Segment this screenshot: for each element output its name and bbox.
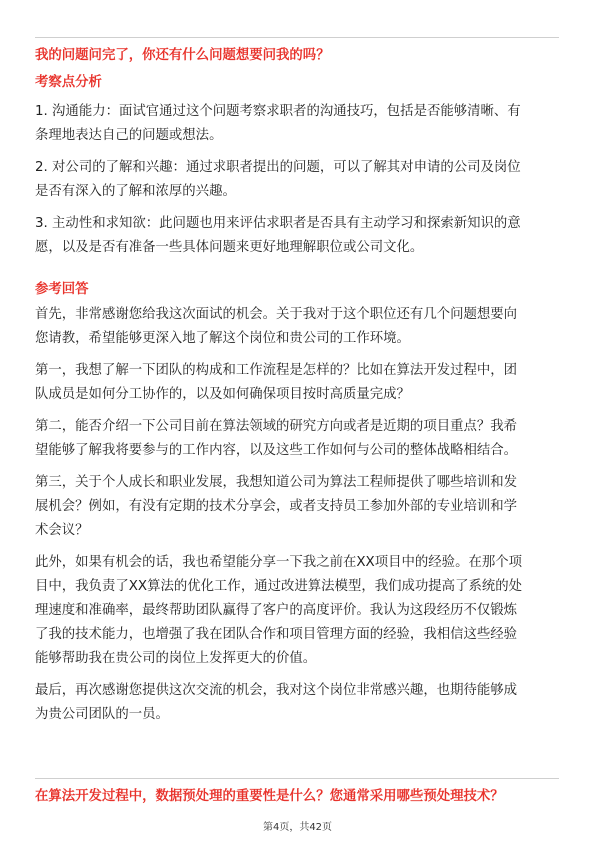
- question-heading: 我的问题问完了，你还有什么问题想要问我的吗？: [35, 48, 330, 63]
- answer-line: 望能够了解我将要参与的工作内容，以及这些工作如何与公司的整体战略相结合。: [35, 443, 518, 458]
- answer-line: 理速度和准确率，最终帮助团队赢得了客户的高度评价。我认为这段经历不仅锻炼: [35, 603, 518, 618]
- answer-heading: 参考回答: [35, 282, 89, 297]
- answer-line: 能够帮助我在贵公司的岗位上发挥更大的价值。: [35, 651, 317, 666]
- analysis-line: 愿，以及是否有准备一些具体问题来更好地理解职位或公司文化。: [35, 240, 424, 255]
- answer-line: 了我的技术能力，也增强了我在团队合作和项目管理方面的经验，我相信这些经验: [35, 627, 518, 642]
- answer-line: 第二，能否介绍一下公司目前在算法领域的研究方向或者是近期的项目重点？我希: [35, 419, 518, 434]
- answer-line: 最后，再次感谢您提供这次交流的机会，我对这个岗位非常感兴趣，也期待能够成: [35, 683, 518, 698]
- page-number: 第4页，共42页: [262, 822, 333, 833]
- analysis-line: 3. 主动性和求知欲：此问题也用来评估求职者是否具有主动学习和探索新知识的意: [35, 216, 521, 231]
- answer-line: 术会议？: [35, 523, 89, 538]
- answer-line: 队成员是如何分工协作的，以及如何确保项目按时高质量完成？: [35, 387, 410, 402]
- answer-line: 第三，关于个人成长和职业发展，我想知道公司为算法工程师提供了哪些培训和发: [35, 475, 518, 490]
- bottom-divider: [35, 778, 559, 779]
- answer-line: 目中，我负责了XX算法的优化工作，通过改进算法模型，我们成功提高了系统的处: [35, 579, 523, 594]
- next-question-heading: 在算法开发过程中，数据预处理的重要性是什么？您通常采用哪些预处理技术？: [35, 789, 504, 804]
- analysis-line: 2. 对公司的了解和兴趣：通过求职者提出的问题，可以了解其对申请的公司及岗位: [35, 160, 521, 175]
- answer-line: 展机会？例如，有没有定期的技术分享会，或者支持员工参加外部的专业培训和学: [35, 499, 518, 514]
- answer-line: 此外，如果有机会的话，我也希望能分享一下我之前在XX项目中的经验。在那个项: [35, 555, 523, 570]
- analysis-line: 条理地表达自己的问题或想法。: [35, 128, 223, 143]
- answer-line: 为贵公司团队的一员。: [35, 707, 169, 722]
- analysis-line: 1. 沟通能力：面试官通过这个问题考察求职者的沟通技巧，包括是否能够清晰、有: [35, 104, 521, 119]
- top-divider: [35, 37, 559, 38]
- answer-line: 您请教，希望能够更深入地了解这个岗位和贵公司的工作环境。: [35, 331, 410, 346]
- answer-line: 第一，我想了解一下团队的构成和工作流程是怎样的？比如在算法开发过程中，团: [35, 363, 518, 378]
- analysis-heading: 考察点分析: [35, 75, 102, 90]
- analysis-line: 是否有深入的了解和浓厚的兴趣。: [35, 184, 236, 199]
- answer-line: 首先，非常感谢您给我这次面试的机会。关于我对于这个职位还有几个问题想要向: [35, 307, 518, 322]
